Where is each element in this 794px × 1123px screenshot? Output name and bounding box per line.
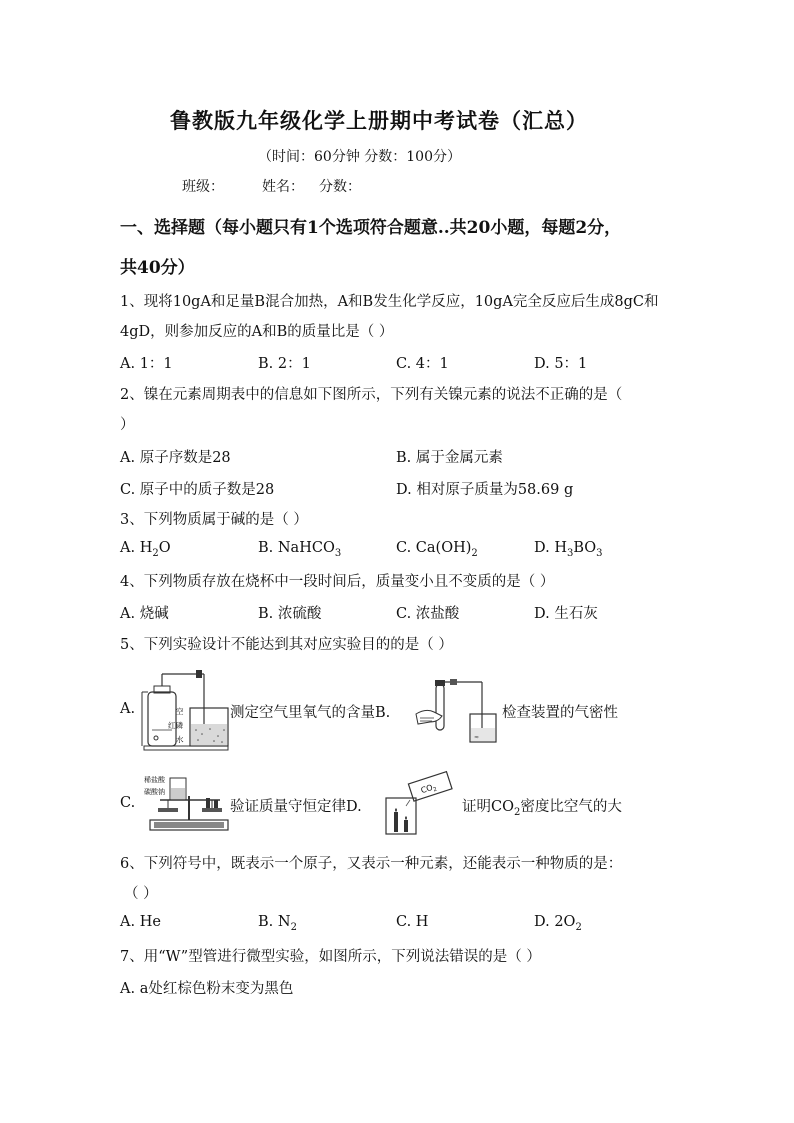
- fig-c-label-hcl: 稀盐酸: [144, 776, 165, 784]
- q5-option-a-letter: A.: [120, 701, 136, 717]
- q1-option-d: D. 5：1: [534, 356, 588, 372]
- name-field: 姓名：: [262, 179, 304, 195]
- q1-option-c: C. 4：1: [396, 356, 449, 372]
- q1-stem-line2: 4gD，则参加反应的A和B的质量比是（ ）: [120, 324, 394, 340]
- fig-a-label-air: 空: [176, 707, 184, 716]
- q5-option-d-text: 证明$CO_2$密度比空气的大: [462, 799, 622, 818]
- q6-option-c: C. H: [396, 914, 429, 930]
- q5-option-a-text: 测定空气里氧气的含量B.: [230, 705, 391, 721]
- q5-option-c-text: 验证质量守恒定律D.: [230, 799, 362, 815]
- q6-option-b: B. $N_2$: [258, 914, 297, 933]
- q4-option-b: B. 浓硫酸: [258, 606, 322, 622]
- fig-a-label-water: 水: [176, 735, 184, 744]
- fig-d-label-co2: CO: [419, 782, 434, 796]
- q1-stem-line1: 1、现将10gA和足量B混合加热，A和B发生化学反应，10gA完全反应后生成8gC和: [120, 294, 659, 310]
- q1-option-a: A. 1：1: [120, 356, 173, 372]
- q5-stem: 5、下列实验设计不能达到其对应实验目的的是（ ）: [120, 637, 453, 653]
- q2-option-a: A. 原子序数是28: [120, 450, 231, 466]
- q5-option-c-letter: C.: [120, 795, 136, 811]
- air-oxygen-apparatus-figure: [140, 662, 232, 754]
- airtightness-check-figure: [412, 676, 502, 748]
- section-heading-line2: 共40分）: [120, 258, 195, 278]
- q3-option-b: B. NaHCO$_3$: [258, 540, 342, 559]
- q7-option-a: A. a处红棕色粉末变为黑色: [120, 981, 294, 997]
- q4-option-d: D. 生石灰: [534, 606, 598, 622]
- svg-text:≈: ≈: [474, 734, 480, 741]
- fig-c-label-na2co3: 碳酸钠: [144, 788, 165, 796]
- q3-option-c: C. $Ca(OH)_2$: [396, 540, 478, 559]
- q3-stem: 3、下列物质属于碱的是（ ）: [120, 512, 308, 528]
- q7-stem: 7、用“W”型管进行微型实验，如图所示，下列说法错误的是（ ）: [120, 949, 541, 965]
- q6-stem-line2: （ ）: [124, 886, 158, 902]
- co2-candles-figure: [380, 770, 460, 836]
- q4-option-c: C. 浓盐酸: [396, 606, 460, 622]
- q1-option-b: B. 2：1: [258, 356, 311, 372]
- q6-stem-line1: 6、下列符号中，既表示一个原子，又表示一种元素，还能表示一种物质的是：: [120, 856, 623, 872]
- class-field: 班级：: [182, 179, 224, 195]
- q2-option-d: D. 相对原子质量为58.69 g: [396, 482, 574, 498]
- balance-figure: [142, 772, 234, 834]
- q3-option-a: A. $H_2O$: [120, 540, 171, 559]
- q4-option-a: A. 烧碱: [120, 606, 169, 622]
- q6-option-a: A. He: [120, 914, 161, 930]
- q2-stem-line2: ）: [120, 417, 135, 433]
- q6-option-d: D. $2O_2$: [534, 914, 582, 933]
- exam-subtitle: （时间：60分钟 分数：100分）: [258, 149, 461, 165]
- fig-a-label-phosphorus: 红磷: [168, 721, 183, 730]
- svg-text:CO2: $CO_2$: [419, 782, 438, 796]
- q2-stem-line1: 2、镍在元素周期表中的信息如下图所示，下列有关镍元素的说法不正确的是（: [120, 387, 623, 403]
- score-field: 分数：: [319, 179, 361, 195]
- q3-option-d: D. $H_3BO_3$: [534, 540, 603, 559]
- section-heading-line1: 一、选择题（每小题只有1个选项符合题意..共20小题，每题2分，: [120, 218, 622, 238]
- q4-stem: 4、下列物质存放在烧杯中一段时间后，质量变小且不变质的是（ ）: [120, 574, 555, 590]
- q2-option-b: B. 属于金属元素: [396, 450, 503, 466]
- q5-option-b-text: 检查装置的气密性: [502, 705, 618, 721]
- q2-option-c: C. 原子中的质子数是28: [120, 482, 275, 498]
- page-title: 鲁教版九年级化学上册期中考试卷（汇总）: [170, 108, 588, 133]
